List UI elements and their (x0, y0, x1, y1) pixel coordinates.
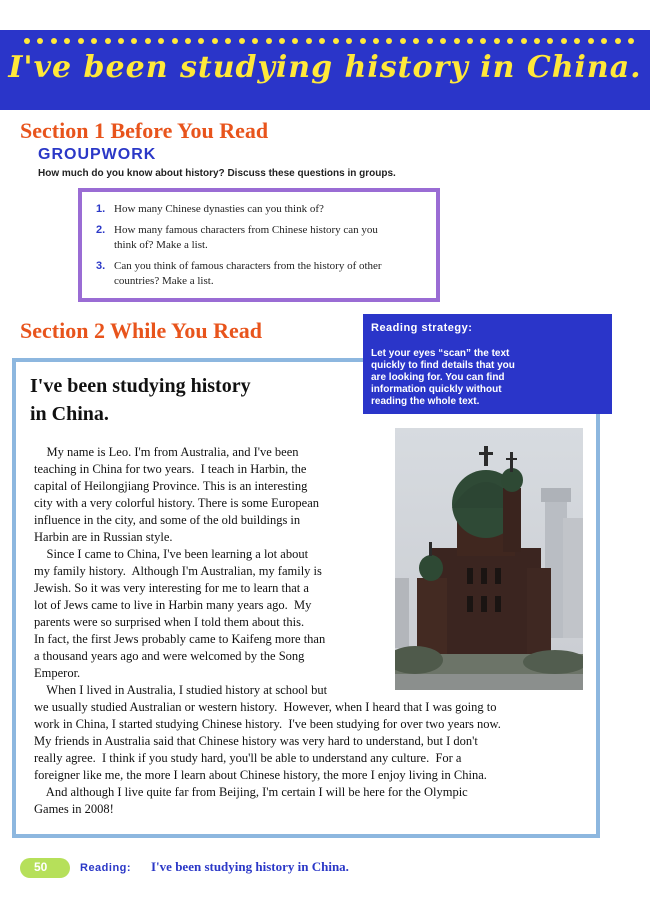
question-item: 2. How many famous characters from Chinese history can you think of? Make a list. (96, 224, 378, 251)
question-item: 1. How many Chinese dynasties can you think of? (96, 203, 324, 215)
passage-text: My name is Leo. I'm from Australia, and I've been teaching in China for two years. I teach in Harbin, the capital of Heilongjiang Province. This is an interesting city with a very colorful history. There is some European influence in the city, and some of the old buildings in Harbin are in Russian style. Since I came to China, I've been learning a lot about my family history. Although I'm Australian, my family is Jewish. So it was very interesting for me to learn that a lot of Jews came to live in Harbin many years ago. My parents were so surprised when I told them about this. In fact, the first Jews probably came to Kaifeng more than a thousand years ago and were welcomed by the Song Emperor. When I lived in Australia, I studied history at school but we usually studied Australian or western history. However, when I heard that I was going to work in China, I started studying Chinese history. I've been studying for over two years now. My friends in Australia said that Chinese history was very hard to understand, but I don't really agree. I think if you study hard, you'll be able to understand any culture. For a foreigner like me, the more I learn about Chinese history, the more I enjoy living in China. And although I live quite far from Beijing, I'm certain I will be here for the Olympic Games in 2008! (34, 445, 501, 816)
footer-title: I've been studying history in China. (151, 859, 349, 874)
groupwork-instruction: How much do you know about history? Discuss these questions in groups. (38, 168, 396, 179)
strategy-title: Reading strategy: (371, 322, 473, 334)
groupwork-label: GROUPWORK (38, 146, 157, 163)
discussion-questions-box (78, 188, 440, 302)
banner-dot-row (24, 38, 634, 48)
section-2-heading: Section 2 While You Read (20, 318, 263, 343)
title-banner (0, 30, 650, 110)
unit-title: I've been studying history in China. (8, 50, 642, 85)
section-1-heading: Section 1 Before You Read (20, 118, 269, 143)
footer-section-label: Reading: (80, 862, 132, 874)
strategy-body: Let your eyes “scan” the text quickly to find details that you are looking for. You can find information quickly without reading the whole text. (371, 348, 515, 407)
passage-title: I've been studying history in China. (30, 375, 251, 425)
page-number: 50 (34, 860, 48, 874)
question-item: 3. Can you think of famous characters from the history of other countries? Make a list. (96, 260, 382, 287)
reading-strategy-box (363, 314, 612, 414)
